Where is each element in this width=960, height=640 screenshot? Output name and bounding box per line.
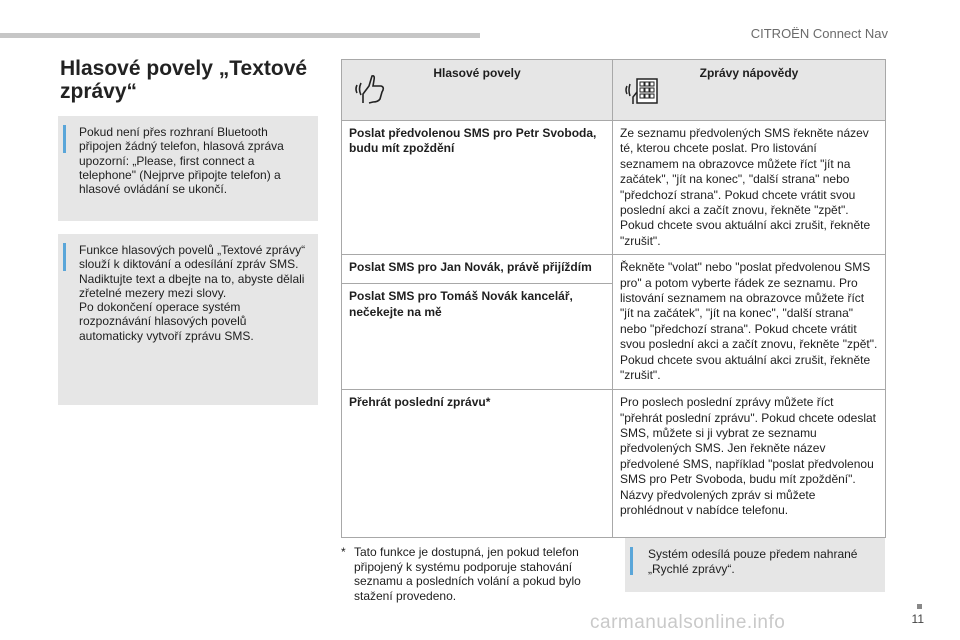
header-commands bbox=[342, 60, 613, 121]
command-cell: Poslat předvolenou SMS pro Petr Svoboda, budu mít zpoždění bbox=[342, 121, 613, 255]
footnote-marker: * bbox=[341, 545, 346, 559]
header-label: Zprávy nápovědy bbox=[699, 66, 799, 80]
help-cell: Pro poslech poslední zprávy můžete říct "přehrát poslední zprávu". Pokud chcete odeslat SMS, můžete si ji vybrat ze seznamu předvolených SMS. Jen řekněte název předvolené SMS, například "poslat předvolenou SMS pro Petr Svoboda, budu mít zpoždění". Názvy předvolených zpráv si můžete prohlédnout v nabídce telefonu. bbox=[613, 390, 886, 538]
note-accent-bar bbox=[630, 547, 633, 575]
command-cell: Poslat SMS pro Tomáš Novák kancelář, nečekejte na mě bbox=[342, 284, 613, 390]
brand-name: CITROËN Connect Nav bbox=[750, 26, 888, 41]
command-cell: Poslat SMS pro Jan Novák, právě přijíždím bbox=[342, 255, 613, 284]
note-accent-bar bbox=[63, 243, 66, 271]
page-marker bbox=[917, 604, 922, 609]
table-row bbox=[342, 390, 886, 538]
note-text: Nadiktujte text a dbejte na to, abyste dělali zřetelné mezery mezi slovy. bbox=[79, 271, 305, 300]
note-text: Systém odesílá pouze předem nahrané „Rychlé zprávy“. bbox=[648, 547, 858, 576]
info-note-bluetooth bbox=[58, 116, 318, 221]
page-number: 11 bbox=[911, 612, 924, 626]
footnote bbox=[341, 545, 611, 603]
note-accent-bar bbox=[63, 125, 66, 153]
footnote-text: Tato funkce je dostupná, jen pokud telefon připojený k systému podporuje stahování seznamu a posledních volání a pokud bylo stažení provedeno. bbox=[354, 545, 581, 603]
info-note-text-messages bbox=[58, 234, 318, 405]
voice-commands-table bbox=[341, 59, 886, 538]
header-label: Hlasové povely bbox=[433, 66, 521, 80]
help-cell: Ze seznamu předvolených SMS řekněte název té, kterou chcete poslat. Pro listování seznamem na obrazovce můžete říct "jít na začátek", "jít na konec", "další strana" nebo "předchozí strana". Pokud chcete vrátit svou poslední akci a začít znovu, řekněte "zpět". Pokud chcete svou aktuální akci zrušit, řekněte "zrušit". bbox=[613, 121, 886, 255]
header-help bbox=[613, 60, 886, 121]
watermark: carmanualsonline.info bbox=[590, 612, 786, 633]
note-text: Po dokončení operace systém rozpoznávání hlasových povelů automaticky vytvoří zprávu SMS. bbox=[79, 300, 254, 343]
header-bar bbox=[0, 33, 480, 38]
table-row bbox=[342, 121, 886, 255]
table-row bbox=[342, 255, 886, 284]
note-text: Funkce hlasových povelů „Textové zprávy“ slouží k diktování a odesílání zpráv SMS. bbox=[79, 243, 306, 272]
table-header-row bbox=[342, 60, 886, 121]
info-note-quick-messages bbox=[625, 538, 885, 592]
voice-keypad-icon bbox=[625, 73, 659, 109]
command-cell: Přehrát poslední zprávu* bbox=[342, 390, 613, 538]
page-title: Hlasové povely „Textové zprávy“ bbox=[60, 57, 308, 103]
voice-command-icon bbox=[354, 73, 388, 109]
note-text: Pokud není přes rozhraní Bluetooth připojen žádný telefon, hlasová zpráva upozorní: „Please, first connect a telephone" (Nejprve připojte telefon) a hlasové ovládání se ukončí. bbox=[79, 125, 284, 197]
help-cell: Řekněte "volat" nebo "poslat předvolenou SMS pro" a potom vyberte řádek ze seznamu. Pro listování seznamem na obrazovce můžete říct "jít na začátek", "jít na konec", "další strana" nebo "předchozí strana". Pokud chcete vrátit svou poslední akci a začít znovu, řekněte "zpět". Pokud chcete svou aktuální akci zrušit, řekněte "zrušit". bbox=[613, 255, 886, 390]
